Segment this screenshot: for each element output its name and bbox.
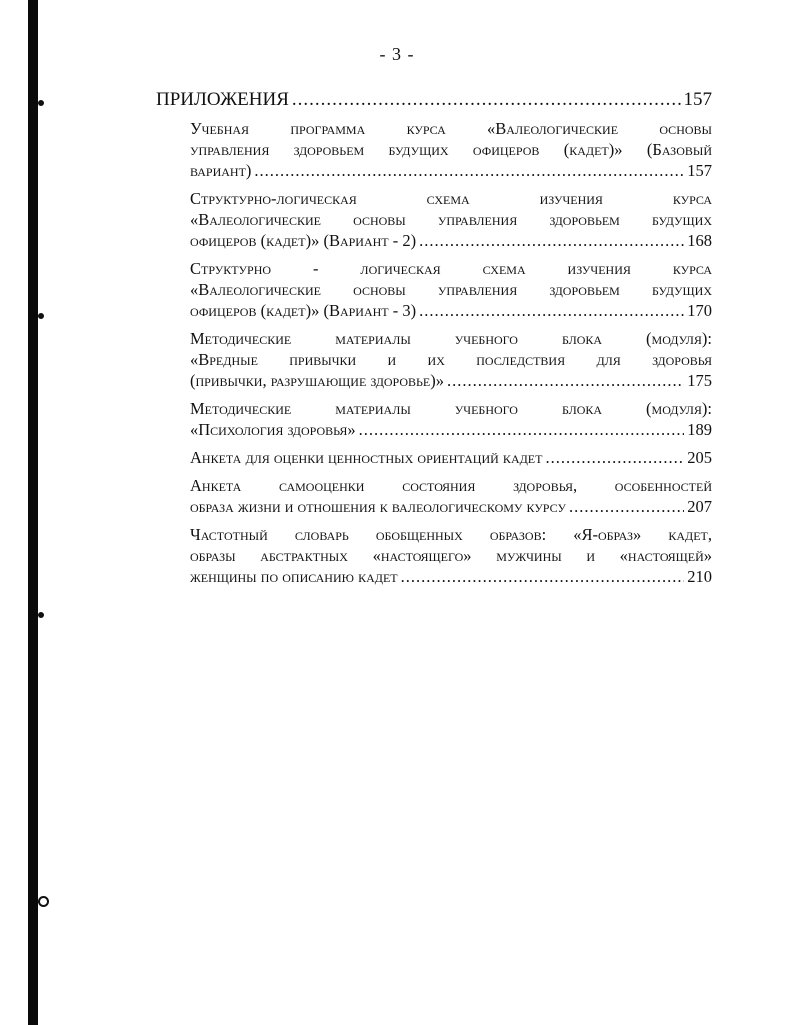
dot-leader — [359, 419, 685, 440]
toc-entry[interactable] — [190, 118, 712, 181]
toc-entry[interactable] — [190, 328, 712, 391]
toc-heading[interactable] — [156, 88, 712, 112]
toc-entry[interactable] — [190, 524, 712, 587]
toc-entry-page: 210 — [687, 567, 712, 586]
toc-heading-page: 157 — [683, 89, 712, 110]
toc-entry-line: (привычки, разрушающие здоровье)» — [190, 371, 444, 390]
toc-entry-last-line — [190, 230, 712, 251]
binding-edge — [28, 0, 38, 1025]
toc-entry-line: женщины по описанию кадет — [190, 567, 398, 586]
dot-leader — [545, 447, 684, 468]
toc-entry-line: офицеров (кадет)» (Вариант - 2) — [190, 231, 417, 250]
toc-entry[interactable] — [190, 188, 712, 251]
binding-mark — [38, 313, 44, 319]
toc-entry-page: 168 — [687, 231, 712, 250]
toc-entry-last-line — [190, 496, 712, 517]
toc-entry-page: 189 — [687, 420, 712, 439]
toc-entry-line: Структурно - логическая схема изучения курса — [190, 259, 712, 278]
binding-mark — [38, 100, 44, 106]
binding-hole — [38, 896, 49, 907]
toc-entry-line: Анкета для оценки ценностных ориентаций кадет — [190, 448, 543, 467]
toc-entry-line: Структурно-логическая схема изучения курса — [190, 189, 712, 208]
toc-entry-line: Методические материалы учебного блока (модуля): — [190, 329, 712, 348]
toc-entry-line: Методические материалы учебного блока (модуля): — [190, 399, 712, 418]
toc-entry-last-line — [190, 419, 712, 440]
page-number: - 3 - — [379, 44, 415, 64]
binding-mark — [38, 612, 44, 618]
toc-entry-line: Учебная программа курса «Валеологические основы — [190, 119, 712, 138]
toc-entry[interactable] — [190, 398, 712, 440]
toc-entry-last-line — [190, 447, 712, 468]
dot-leader — [292, 88, 681, 112]
table-of-contents — [156, 88, 712, 594]
toc-entry-page: 157 — [687, 161, 712, 180]
toc-entry-line: вариант) — [190, 161, 252, 180]
toc-entry-last-line — [190, 370, 712, 391]
toc-entry-line: управления здоровьем будущих офицеров (кадет)» (Базовый — [190, 140, 712, 159]
toc-entry[interactable] — [190, 447, 712, 468]
dot-leader — [401, 566, 685, 587]
toc-entry-line: Частотный словарь обобщенных образов: «Я-образ» кадет, — [190, 525, 712, 544]
toc-entry-line: «Валеологические основы управления здоровьем будущих — [190, 280, 712, 299]
toc-entry[interactable] — [190, 258, 712, 321]
toc-entry-line: офицеров (кадет)» (Вариант - 3) — [190, 301, 417, 320]
toc-entry[interactable] — [190, 475, 712, 517]
toc-entry-line: образы абстрактных «настоящего» мужчины и «настоящей» — [190, 546, 712, 565]
toc-entry-last-line — [190, 300, 712, 321]
toc-entry-line: образа жизни и отношения к валеологическому курсу — [190, 497, 566, 516]
toc-entry-page: 207 — [687, 497, 712, 516]
toc-entry-line: Анкета самооценки состояния здоровья, особенностей — [190, 476, 712, 495]
toc-entry-page: 175 — [687, 371, 712, 390]
toc-entry-last-line — [190, 160, 712, 181]
dot-leader — [569, 496, 684, 517]
dot-leader — [419, 300, 684, 321]
toc-entry-line: «Психология здоровья» — [190, 420, 356, 439]
toc-entry-list — [190, 118, 712, 587]
toc-entry-line: «Вредные привычки и их последствия для здоровья — [190, 350, 712, 369]
toc-entry-page: 170 — [687, 301, 712, 320]
dot-leader — [254, 160, 684, 181]
toc-entry-line: «Валеологические основы управления здоровьем будущих — [190, 210, 712, 229]
toc-entry-last-line — [190, 566, 712, 587]
dot-leader — [419, 230, 684, 251]
toc-entry-page: 205 — [687, 448, 712, 467]
dot-leader — [447, 370, 684, 391]
toc-heading-title: ПРИЛОЖЕНИЯ — [156, 89, 289, 110]
